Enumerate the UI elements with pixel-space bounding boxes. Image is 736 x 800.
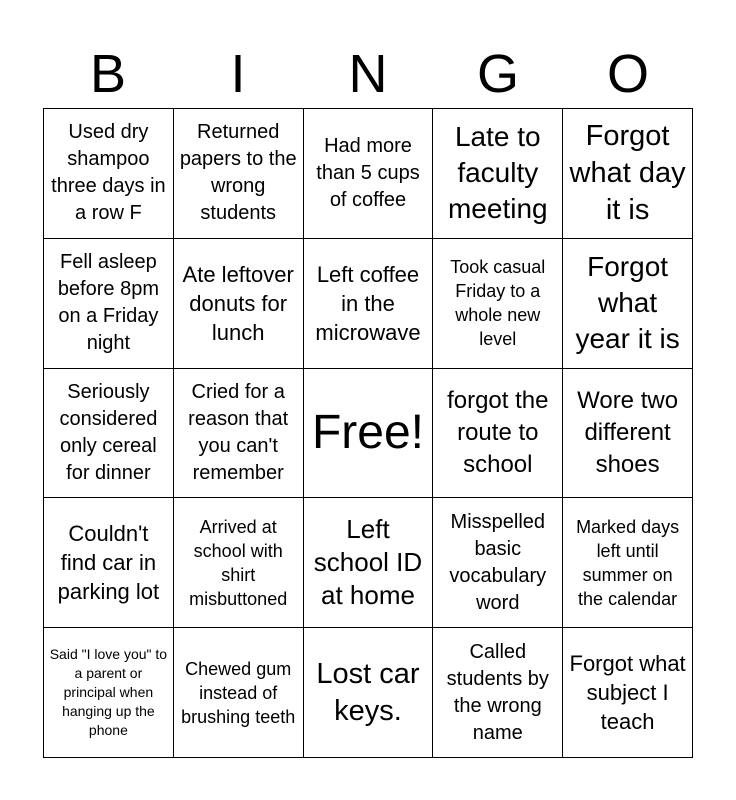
cell-text: Left school ID at home — [313, 514, 423, 611]
cell-text: Cried for a reason that you can't remember — [188, 380, 289, 484]
bingo-grid — [43, 108, 693, 758]
header-letter-n: N — [348, 44, 388, 104]
cell-text: Forgot what day it is — [569, 119, 686, 226]
header-letter-b: B — [89, 44, 127, 104]
cell-text: Marked days left until summer on the calendar — [576, 516, 680, 609]
cell-text: Took casual Friday to a whole new level — [450, 257, 546, 350]
cell-text: Fell asleep before 8pm on a Friday night — [57, 251, 159, 355]
cell-text: Forgot what year it is — [575, 251, 680, 355]
cell-text: Chewed gum instead of brushing teeth — [181, 658, 296, 727]
cell-text: forgot the route to school — [447, 386, 549, 478]
cell-text: Wore two different shoes — [577, 386, 679, 478]
cell-text: Ate leftover donuts for lunch — [182, 261, 294, 345]
cell-text: Had more than 5 cups of coffee — [316, 134, 420, 211]
bingo-cell[interactable] — [44, 498, 174, 628]
bingo-cell[interactable] — [563, 239, 693, 369]
bingo-cell[interactable] — [174, 239, 304, 369]
free-space-text: Free! — [311, 405, 424, 459]
bingo-cell[interactable] — [304, 498, 434, 628]
bingo-cell[interactable] — [563, 498, 693, 628]
bingo-cell[interactable] — [44, 239, 174, 369]
bingo-cell[interactable] — [433, 628, 563, 758]
header-letter-g: G — [476, 44, 519, 104]
bingo-cell[interactable] — [304, 628, 434, 758]
cell-text: Said "I love you" to a parent or principal when hanging up the phone — [49, 646, 168, 739]
bingo-cell[interactable] — [433, 369, 563, 499]
cell-text: Late to faculty meeting — [447, 121, 548, 225]
bingo-cell[interactable] — [433, 239, 563, 369]
bingo-cell[interactable] — [433, 109, 563, 239]
bingo-cell[interactable] — [174, 498, 304, 628]
cell-text: Called students by the wrong name — [446, 640, 549, 744]
cell-text: Forgot what subject I teach — [569, 651, 686, 735]
cell-text: Couldn't find car in parking lot — [57, 521, 160, 605]
bingo-cell[interactable] — [563, 628, 693, 758]
bingo-cell[interactable] — [563, 369, 693, 499]
cell-text: Used dry shampoo three days in a row F — [51, 121, 166, 225]
bingo-cell[interactable] — [304, 239, 434, 369]
bingo-header — [43, 40, 693, 108]
bingo-cell[interactable] — [44, 109, 174, 239]
header-letter-o: O — [606, 44, 649, 104]
bingo-cell[interactable] — [433, 498, 563, 628]
bingo-cell[interactable] — [44, 369, 174, 499]
free-space-cell[interactable] — [304, 369, 434, 499]
bingo-cell[interactable] — [563, 109, 693, 239]
cell-text: Returned papers to the wrong students — [179, 121, 297, 225]
cell-text: Misspelled basic vocabulary word — [449, 510, 547, 614]
bingo-cell[interactable] — [174, 109, 304, 239]
cell-text: Arrived at school with shirt misbuttoned — [189, 516, 288, 609]
cell-text: Lost car keys. — [316, 657, 420, 727]
header-letter-i: I — [230, 44, 246, 104]
bingo-cell[interactable] — [174, 369, 304, 499]
bingo-cell[interactable] — [44, 628, 174, 758]
cell-text: Left coffee in the microwave — [315, 261, 421, 345]
bingo-cell[interactable] — [304, 109, 434, 239]
bingo-cell[interactable] — [174, 628, 304, 758]
cell-text: Seriously considered only cereal for dinner — [59, 380, 158, 484]
